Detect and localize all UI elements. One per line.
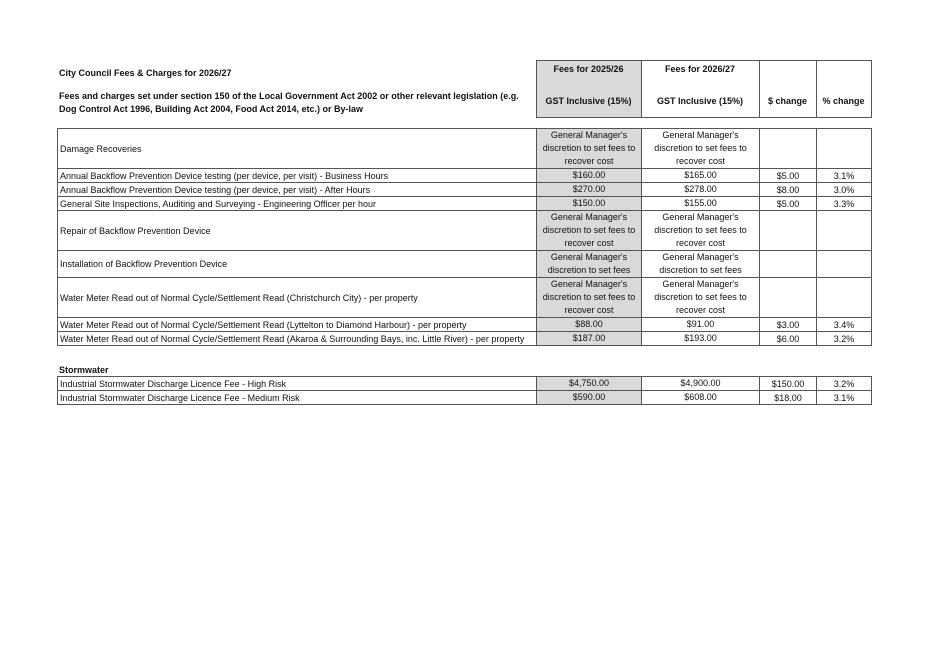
page-title: City Council Fees & Charges for 2026/27: [59, 67, 232, 78]
fee-description: Water Meter Read out of Normal Cycle/Settlement Read (Lyttelton to Diamond Harbour) - per property: [58, 318, 537, 332]
fee-2026-value: $155.00: [642, 197, 760, 211]
pct-change-value: [817, 251, 872, 278]
pct-change-value: 3.2%: [817, 332, 872, 346]
section2-title-table: [57, 360, 871, 376]
col-dollar-header-top: [759, 60, 816, 86]
fee-2026-value: $278.00: [642, 183, 760, 197]
fee-2025-value: $270.00: [537, 183, 642, 197]
dollar-change-value: $150.00: [760, 377, 817, 391]
fee-2025-value: $88.00: [537, 318, 642, 332]
table-row: [58, 278, 872, 318]
fee-2026-value: $608.00: [642, 391, 760, 405]
header-row-1: [57, 60, 871, 86]
fee-description: Damage Recoveries: [58, 129, 537, 169]
pct-change-value: 3.1%: [817, 169, 872, 183]
col-2026-header: Fees for 2026/27: [641, 60, 759, 86]
dollar-change-value: $5.00: [760, 169, 817, 183]
fee-2025-value: General Manager's discretion to set fees: [537, 251, 642, 278]
fee-2026-value: General Manager's discretion to set fees to recover cost: [642, 278, 760, 318]
col-2025-header: Fees for 2025/26: [536, 60, 641, 86]
fee-2025-value: $160.00: [537, 169, 642, 183]
dollar-change-value: $18.00: [760, 391, 817, 405]
section2-table: [57, 376, 872, 405]
dollar-change-value: [760, 278, 817, 318]
col-pct-header-top: [816, 60, 871, 86]
fee-2025-value: General Manager's discretion to set fees to recover cost: [537, 278, 642, 318]
pct-change-value: 3.1%: [817, 391, 872, 405]
col-dollar-change-header: $ change: [759, 86, 816, 118]
pct-change-value: 3.2%: [817, 377, 872, 391]
section2-title: Stormwater: [59, 365, 109, 375]
table-row: [58, 391, 872, 405]
fee-description: Water Meter Read out of Normal Cycle/Settlement Read (Christchurch City) - per property: [58, 278, 537, 318]
table-row: [58, 318, 872, 332]
fee-2025-value: $150.00: [537, 197, 642, 211]
col-2025-subheader: GST Inclusive (15%): [536, 86, 641, 118]
fee-2025-value: $4,750.00: [537, 377, 642, 391]
table-row: [58, 197, 872, 211]
fee-description: Industrial Stormwater Discharge Licence Fee - Medium Risk: [58, 391, 537, 405]
fee-description: General Site Inspections, Auditing and Surveying - Engineering Officer per hour: [58, 197, 537, 211]
dollar-change-value: [760, 211, 817, 251]
fee-2026-value: General Manager's discretion to set fees to recover cost: [642, 211, 760, 251]
dollar-change-value: $5.00: [760, 197, 817, 211]
dollar-change-value: [760, 251, 817, 278]
pct-change-value: [817, 129, 872, 169]
fee-2026-value: General Manager's discretion to set fees: [642, 251, 760, 278]
dollar-change-value: [760, 129, 817, 169]
pct-change-value: [817, 278, 872, 318]
dollar-change-value: $8.00: [760, 183, 817, 197]
fee-2025-value: $590.00: [537, 391, 642, 405]
header-row-2: [57, 86, 871, 118]
fees-table: [57, 0, 872, 128]
fee-2026-value: $165.00: [642, 169, 760, 183]
section1-table: [57, 128, 872, 346]
fee-2025-value: General Manager's discretion to set fees to recover cost: [537, 211, 642, 251]
pct-change-value: 3.4%: [817, 318, 872, 332]
fee-2025-value: General Manager's discretion to set fees to recover cost: [537, 129, 642, 169]
col-pct-change-header: % change: [816, 86, 871, 118]
fee-2025-value: $187.00: [537, 332, 642, 346]
table-row: [58, 183, 872, 197]
col-2026-subheader: GST Inclusive (15%): [641, 86, 759, 118]
pct-change-value: 3.0%: [817, 183, 872, 197]
dollar-change-value: $6.00: [760, 332, 817, 346]
fee-2026-value: $91.00: [642, 318, 760, 332]
table-row: [58, 332, 872, 346]
dollar-change-value: $3.00: [760, 318, 817, 332]
table-row: [58, 169, 872, 183]
fee-description: Annual Backflow Prevention Device testing (per device, per visit) - After Hours: [58, 183, 537, 197]
pct-change-value: 3.3%: [817, 197, 872, 211]
fee-2026-value: $193.00: [642, 332, 760, 346]
fee-description: Water Meter Read out of Normal Cycle/Settlement Read (Akaroa & Surrounding Bays, inc. Little River) - per property: [58, 332, 537, 346]
table-row: [58, 377, 872, 391]
table-row: [58, 251, 872, 278]
fee-description: Installation of Backflow Prevention Device: [58, 251, 537, 278]
fees-sheet: [57, 0, 871, 405]
table-row: [58, 129, 872, 169]
fee-2026-value: General Manager's discretion to set fees to recover cost: [642, 129, 760, 169]
table-row: [58, 211, 872, 251]
fee-description: Annual Backflow Prevention Device testing (per device, per visit) - Business Hours: [58, 169, 537, 183]
page-subtitle: Fees and charges set under section 150 of the Local Government Act 2002 or other relevant legislation (e.g. Dog Control Act 1996, Building Act 2004, Food Act 2014, etc.) or By-law: [59, 90, 519, 114]
fee-description: Repair of Backflow Prevention Device: [58, 211, 537, 251]
fee-2026-value: $4,900.00: [642, 377, 760, 391]
fee-description: Industrial Stormwater Discharge Licence Fee - High Risk: [58, 377, 537, 391]
pct-change-value: [817, 211, 872, 251]
